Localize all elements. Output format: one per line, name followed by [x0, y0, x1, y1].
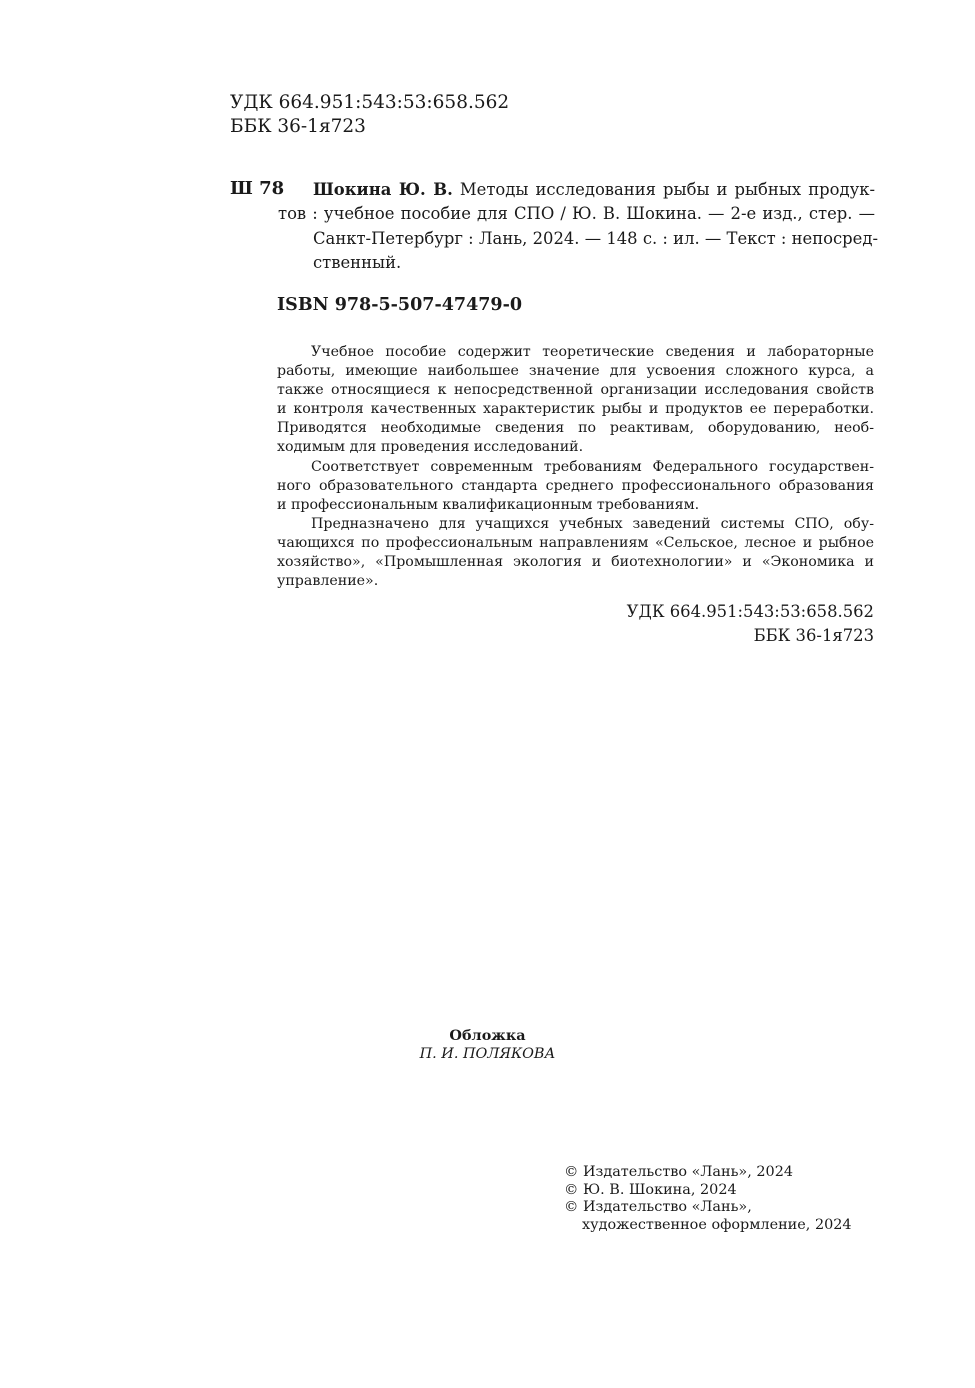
annotation-line: Соответствует современным требованиям Федерального государствен-: [311, 458, 874, 475]
entry-line-4: ственный.: [313, 252, 402, 272]
annotation-line: Предназначено для учащихся учебных заведений системы СПО, обу-: [311, 515, 874, 532]
top-classification-codes: [230, 91, 509, 139]
entry-line-3: Санкт-Петербург : Лань, 2024. — 148 с. : ил. — Текст : непосред-: [313, 228, 878, 248]
cover-credit: [0, 1026, 975, 1064]
annotation-line: также относящиеся к непосредственной организации исследования свойств: [277, 382, 874, 399]
annotation-line: управление».: [277, 573, 379, 590]
bbk-code: ББК 36-1я723: [753, 626, 874, 645]
copyright-line: художественное оформление, 2024: [582, 1216, 852, 1233]
bibliographic-description: [278, 178, 878, 275]
isbn: ISBN 978-5-507-47479-0: [277, 295, 523, 315]
copyright-line: © Ю. В. Шокина, 2024: [564, 1181, 737, 1198]
author-name: Шокина Ю. В.: [313, 180, 453, 199]
annotation: [277, 343, 874, 591]
annotation-line: чающихся по профессиональным направлениям «Сельское, лесное и рыбное: [277, 534, 874, 551]
annotation-line: ного образовательного стандарта среднего профессионального образования: [277, 477, 874, 494]
copyright-line: © Издательство «Лань», 2024: [564, 1164, 794, 1180]
entry-line-text: Методы исследования рыбы и рыбных продук-: [452, 180, 875, 199]
copyright-block: [564, 1164, 852, 1234]
entry-line-1: [313, 178, 875, 202]
annotation-line: и контроля качественных характеристик рыбы и продуктов ее переработки.: [277, 401, 874, 418]
udk-code: УДК 664.951:543:53:658.562: [230, 92, 510, 113]
udk-code: УДК 664.951:543:53:658.562: [626, 602, 874, 621]
cover-label: Обложка: [449, 1027, 526, 1044]
copyright-line: © Издательство «Лань»,: [564, 1199, 752, 1215]
bbk-code: ББК 36-1я723: [230, 116, 366, 137]
annotation-line: и профессиональным квалификационным требованиям.: [277, 496, 700, 513]
annotation-line: работы, имеющие наибольшее значение для усвоения сложного курса, а: [277, 363, 874, 380]
annotation-line: ходимым для проведения исследований.: [277, 439, 584, 456]
annotation-line: Приводятся необходимые сведения по реактивам, оборудованию, необ-: [277, 420, 874, 437]
entry-line-2: тов : учебное пособие для СПО / Ю. В. Шокина. — 2-е изд., стер. —: [278, 204, 875, 224]
annotation-line: Учебное пособие содержит теоретические сведения и лабораторные: [311, 344, 874, 360]
annotation-line: хозяйство», «Промышленная экология и биотехнологии» и «Экономика и: [277, 554, 874, 571]
author-cipher: Ш 78: [230, 178, 285, 199]
bottom-classification-codes: [627, 600, 874, 648]
cover-designer: П. И. ПОЛЯКОВА: [419, 1046, 556, 1062]
bibliographic-entry: [230, 178, 878, 275]
